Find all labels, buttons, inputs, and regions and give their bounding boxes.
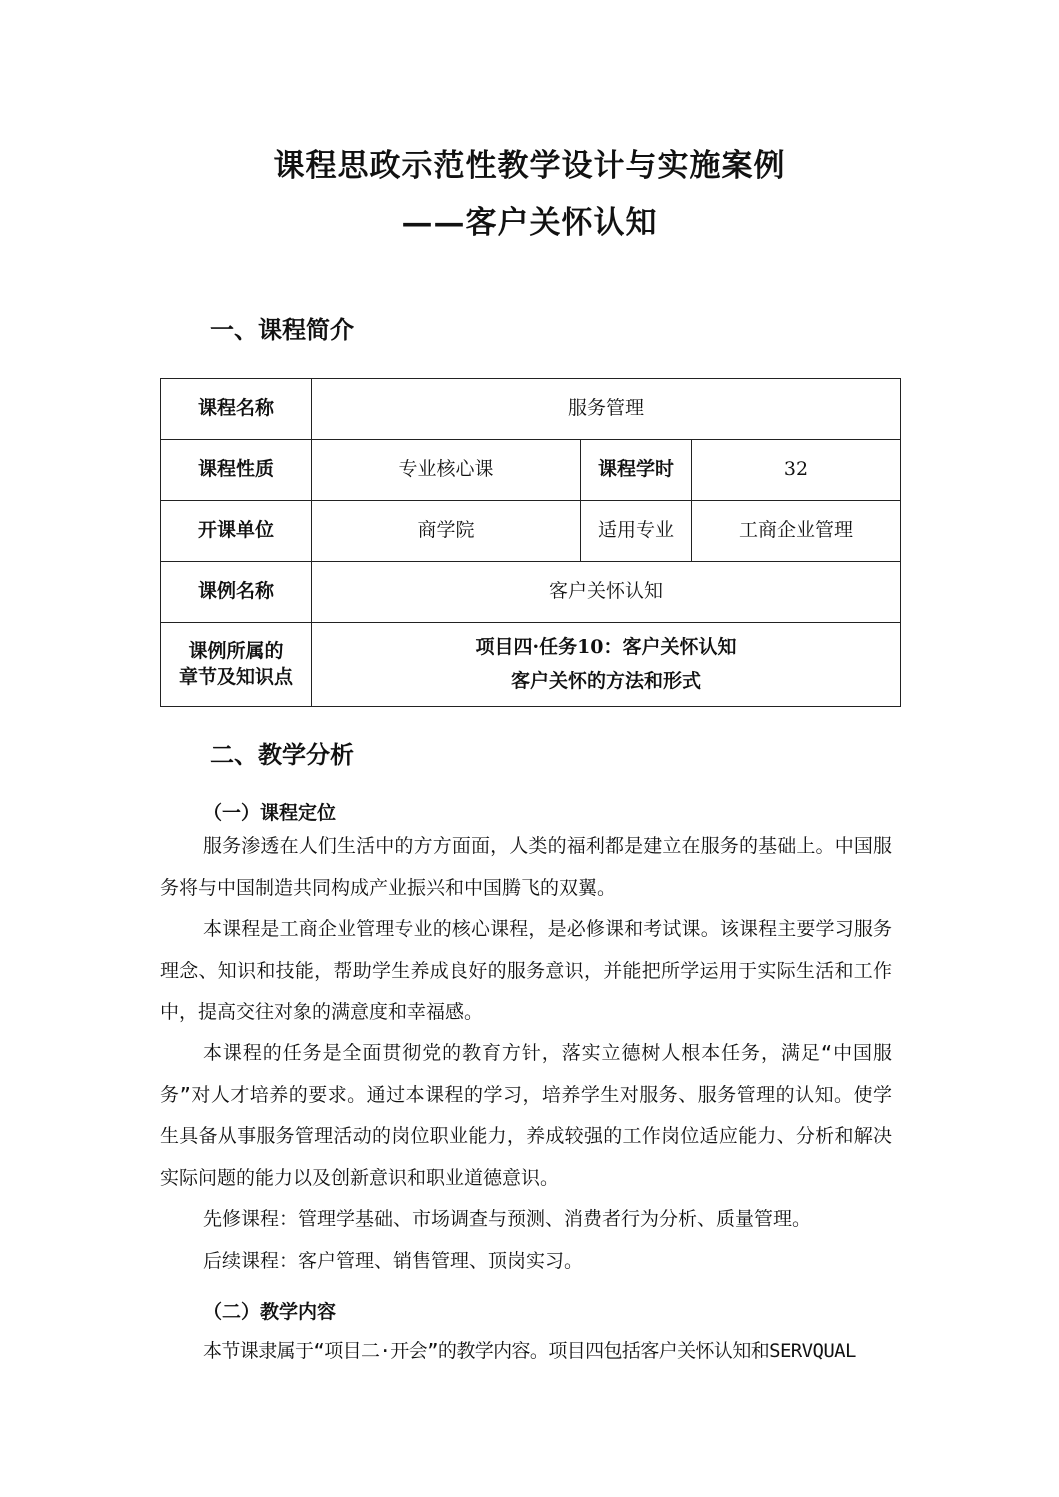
chapter-label-line2: 章节及知识点 [178, 665, 293, 688]
subheading-course-positioning: （一）课程定位 [203, 802, 337, 824]
paragraph: 本节课隶属于“项目二·开会”的教学内容。项目四包括客户关怀认知和SERVQUAL [203, 1340, 856, 1362]
course-nature-label: 课程性质 [161, 440, 312, 501]
chapter-value-line2: 客户关怀的方法和形式 [510, 669, 701, 692]
document-title: 课程思政示范性教学设计与实施案例 [273, 148, 786, 184]
section-heading-course-intro: 一、课程简介 [210, 315, 354, 344]
document-subtitle: ——客户关怀认知 [401, 205, 658, 241]
major-label: 适用专业 [581, 501, 692, 562]
prerequisite-courses: 先修课程：管理学基础、市场调查与预测、消费者行为分析、质量管理。 [203, 1208, 812, 1230]
paragraph: 本课程的任务是全面贯彻党的教育方针，落实立德树人根本任务，满足“中国服务”对人才培养的要求。通过本课程的学习，培养学生对服务、服务管理的认知。使学生具备从事服务管理活动的岗位职业能力，养成较强的工作岗位适应能力、分析和解决实际问题的能力以及创新意识和职业道德意识。 [160, 1042, 892, 1189]
chapter-label [161, 623, 312, 707]
follow-up-courses: 后续课程：客户管理、销售管理、顶岗实习。 [203, 1250, 584, 1272]
case-name-label: 课例名称 [161, 562, 312, 623]
dept-label: 开课单位 [161, 501, 312, 562]
course-name-label: 课程名称 [161, 379, 312, 440]
course-nature-value: 专业核心课 [312, 440, 581, 501]
section-heading-teaching-analysis: 二、教学分析 [210, 740, 354, 769]
paragraph: 服务渗透在人们生活中的方方面面，人类的福利都是建立在服务的基础上。中国服务将与中国制造共同构成产业振兴和中国腾飞的双翼。 [160, 835, 892, 899]
course-hours-label: 课程学时 [581, 440, 692, 501]
case-name-value: 客户关怀认知 [312, 562, 901, 623]
paragraph: 本课程是工商企业管理专业的核心课程，是必修课和考试课。该课程主要学习服务理念、知识和技能，帮助学生养成良好的服务意识，并能把所学运用于实际生活和工作中，提高交往对象的满意度和幸福感。 [160, 918, 892, 1023]
table-row [161, 501, 901, 562]
table-row [161, 440, 901, 501]
chapter-label-line1: 课例所属的 [188, 639, 284, 662]
course-name-value: 服务管理 [312, 379, 901, 440]
table-row [161, 623, 901, 707]
chapter-value [312, 623, 901, 707]
major-value: 工商企业管理 [692, 501, 901, 562]
course-info-table [160, 378, 901, 707]
table-row [161, 562, 901, 623]
course-hours-value: 32 [692, 440, 901, 501]
chapter-value-line1: 项目四·任务10：客户关怀认知 [475, 635, 737, 658]
dept-value: 商学院 [312, 501, 581, 562]
table-row [161, 379, 901, 440]
subheading-teaching-content: （二）教学内容 [203, 1301, 337, 1323]
